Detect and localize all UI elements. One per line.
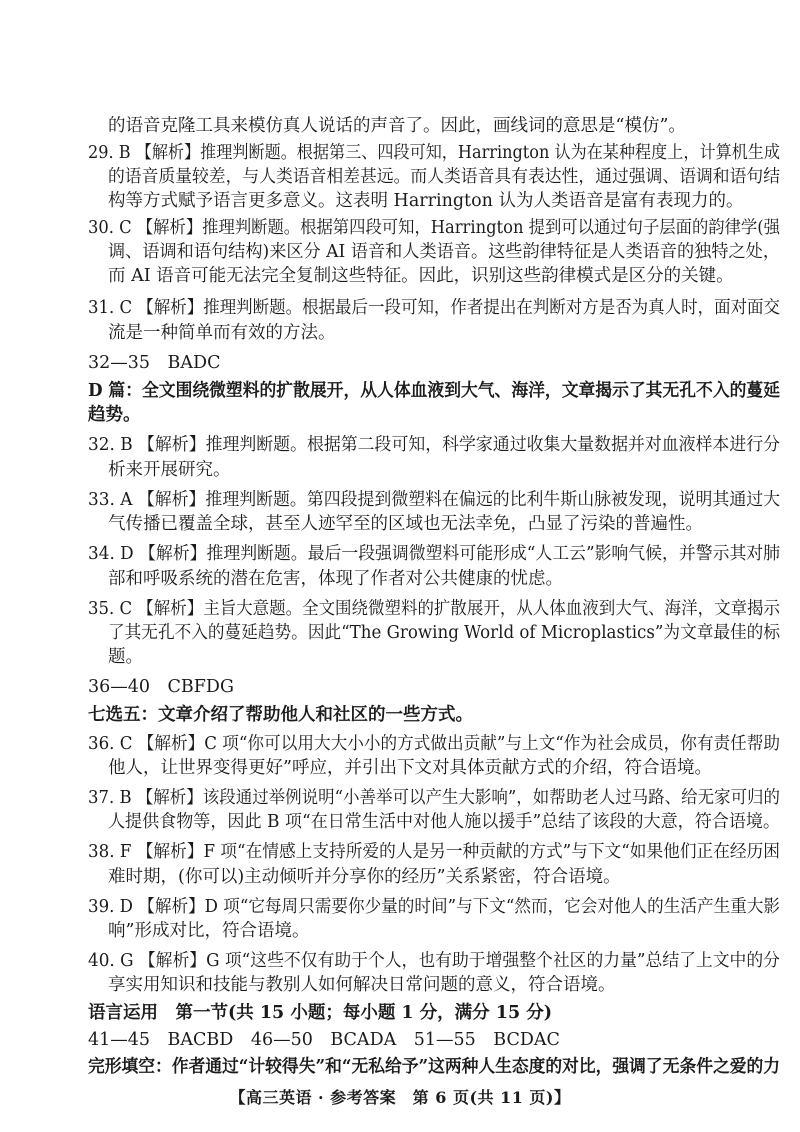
line-text: 了其无孔不入的蔓延趋势。因此“The Growing World of Microplastics”为文章最佳的标 — [108, 623, 780, 643]
line-text: 41—45 BACBD 46—50 BCADA 51—55 BCDAC — [88, 1030, 560, 1050]
line-text: 人提供食物等，因此 B 项“在日常生活中对他人施以援手”总结了该段的大意，符合语境。 — [108, 812, 781, 832]
line-text: 38. F 【解析】F 项“在情感上支持所爱的人是另一种贡献的方式”与下文“如果他们正在经历困 — [88, 842, 780, 862]
line-text: 七选五：文章介绍了帮助他人和社区的一些方式。 — [88, 705, 473, 725]
line-text: 32. B 【解析】推理判断题。根据第二段可知，科学家通过收集大量数据并对血液样本进行分 — [88, 435, 781, 455]
line-text: 29. B 【解析】推理判断题。根据第三、四段可知，Harrington 认为在某种程度上，计算机生成 — [88, 143, 781, 163]
line-text: 题。 — [108, 647, 143, 667]
line-text: 调、语调和语句结构)来区分 AI 语音和人类语音。这些韵律特征是人类语音的独特之处， — [108, 242, 781, 262]
line-text: 部和呼吸系统的潜在危害，体现了作者对公共健康的忧虑。 — [108, 569, 563, 589]
line-text: 的语音克隆工具来模仿真人说话的声音了。因此，画线词的意思是“模仿”。 — [108, 116, 686, 136]
line-text: 享实用知识和技能与教别人如何解决日常问题的意义，符合语境。 — [108, 975, 616, 995]
line-text: 响”形成对比，符合语境。 — [108, 921, 310, 941]
line-text: 完形填空：作者通过“计较得失”和“无私给予”这两种人生态度的对比，强调了无条件之爱的力 — [88, 1057, 780, 1077]
line-text: 的语音质量较差，与人类语音相差甚远。而人类语音具有表达性，通过强调、语调和语句结 — [108, 167, 780, 187]
line-text: 析来开展研究。 — [108, 460, 231, 480]
line-text: 39. D 【解析】D 项“它每周只需要你少量的时间”与下文“然而，它会对他人的生活产生重大影 — [88, 897, 781, 917]
line-text: 趋势。 — [88, 405, 141, 425]
line-text: 语言运用 第一节(共 15 小题；每小题 1 分，满分 15 分) — [88, 1003, 552, 1023]
line-text: 30. C 【解析】推理判断题。根据第四段可知，Harrington 提到可以通过句子层面的韵律学(强 — [88, 218, 780, 238]
line-text: 40. G 【解析】G 项“这些不仅有助于个人，也有助于增强整个社区的力量”总结了上文中的分 — [88, 951, 780, 971]
line-text: 33. A 【解析】推理判断题。第四段提到微塑料在偏远的比利牛斯山脉被发现，说明其通过大 — [88, 490, 781, 510]
line-text: 34. D 【解析】推理判断题。最后一段强调微塑料可能形成“人工云”影响气候，并警示其对肺 — [88, 544, 781, 564]
line-text: 35. C 【解析】主旨大意题。全文围绕微塑料的扩散展开，从人体血液到大气、海洋，文章揭示 — [88, 599, 781, 619]
line-text: 流是一种简单而有效的方法。 — [108, 323, 336, 343]
line-text: 37. B 【解析】该段通过举例说明“小善举可以产生大影响”，如帮助老人过马路、给无家可归的 — [88, 788, 781, 808]
line-text: 31. C 【解析】推理判断题。根据最后一段可知，作者提出在判断对方是否为真人时，面对面交 — [88, 298, 781, 318]
line-text: 而 AI 语音可能无法完全复制这些特征。因此，识别这些韵律模式是区分的关键。 — [108, 266, 734, 286]
line-text: 32—35 BADC — [88, 353, 221, 373]
line-text: 36. C 【解析】C 项“你可以用大大小小的方式做出贡献”与上文“作为社会成员，你有责任帮助 — [88, 734, 781, 754]
line-text: 难时期，(你可以)主动倾听并分享你的经历”关系紧密，符合语境。 — [108, 867, 621, 887]
page-footer: 【高三英语 · 参考答案 第 6 页(共 11 页)】 — [229, 1088, 571, 1107]
line-text: 气传播已覆盖全球，甚至人迹罕至的区域也无法幸免，凸显了污染的普遍性。 — [108, 514, 703, 534]
line-text: 他人，让世界变得更好”呼应，并引出下文对具体贡献方式的介绍，符合语境。 — [108, 758, 712, 778]
line-text: 构等方式赋予语言更多意义。这表明 Harrington 认为人类语音是富有表现力的。 — [108, 191, 744, 211]
line-text: 36—40 CBFDG — [88, 677, 234, 697]
line-text: D 篇：全文围绕微塑料的扩散展开，从人体血液到大气、海洋，文章揭示了其无孔不入的蔓延 — [88, 381, 780, 401]
